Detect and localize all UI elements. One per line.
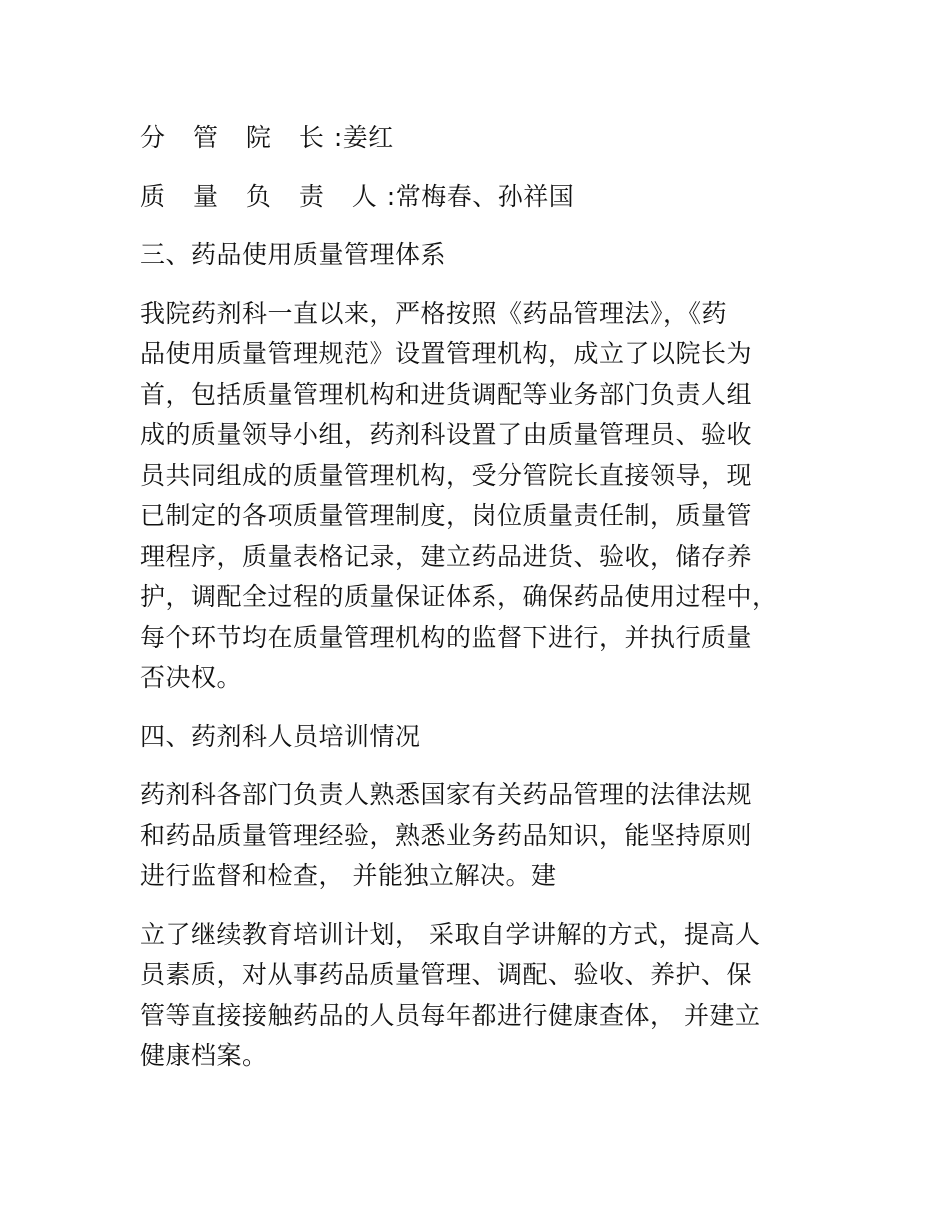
paragraph-line: 员素质，对从事药品质量管理、调配、验收、养护、保 — [140, 960, 753, 989]
paragraph-line: 员共同组成的质量管理机构，受分管院长直接领导，现 — [140, 460, 753, 490]
section-4-paragraph-2 — [140, 915, 812, 1077]
quality-name: :常梅春、孙祥国 — [386, 181, 575, 211]
leader-line — [140, 118, 812, 159]
section-3-paragraph — [140, 294, 812, 699]
section-4-heading: 四、药剂科人员培训情况 — [140, 721, 421, 751]
quality-label: 质 量 负 责 人 — [140, 181, 387, 211]
leader-label: 分 管 院 长 — [140, 123, 334, 152]
paragraph-line: 立了继续教育培训计划， 采取自学讲解的方式，提高人 — [140, 919, 761, 949]
paragraph-line: 药剂科各部门负责人熟悉国家有关药品管理的法律法规 — [140, 780, 753, 809]
paragraph-line: 进行监督和检查， 并能独立解决。建 — [140, 861, 557, 890]
paragraph-line: 成的质量领导小组，药剂科设置了由质量管理员、验收 — [140, 420, 753, 449]
paragraph-line: 理程序，质量表格记录，建立药品进货、验收，储存养 — [140, 541, 753, 571]
paragraph-line: 我院药剂科一直以来，严格按照《药品管理法》，《药 — [140, 298, 728, 328]
paragraph-line: 护，调配全过程的质量保证体系，确保药品使用过程中， — [140, 582, 778, 611]
leader-name: :姜红 — [333, 123, 394, 152]
paragraph-line: 品使用质量管理规范》设置管理机构，成立了以院长为 — [140, 339, 753, 368]
paragraph-line: 健康档案。 — [140, 1041, 268, 1070]
quality-line — [140, 177, 812, 218]
paragraph-line: 和药品质量管理经验，熟悉业务药品知识，能坚持原则 — [140, 820, 753, 850]
paragraph-line: 已制定的各项质量管理制度，岗位质量责任制，质量管 — [140, 501, 753, 530]
paragraph-line: 否决权。 — [140, 663, 243, 692]
paragraph-line: 每个环节均在质量管理机构的监督下进行，并执行质量 — [140, 622, 753, 652]
paragraph-line: 首，包括质量管理机构和进货调配等业务部门负责人组 — [140, 379, 753, 409]
section-3-heading: 三、药品使用质量管理体系 — [140, 240, 447, 269]
document-body — [140, 118, 812, 1095]
section-4-paragraph-1 — [140, 775, 812, 897]
paragraph-line: 管等直接接触药品的人员每年都进行健康查体， 并建立 — [140, 1000, 761, 1030]
